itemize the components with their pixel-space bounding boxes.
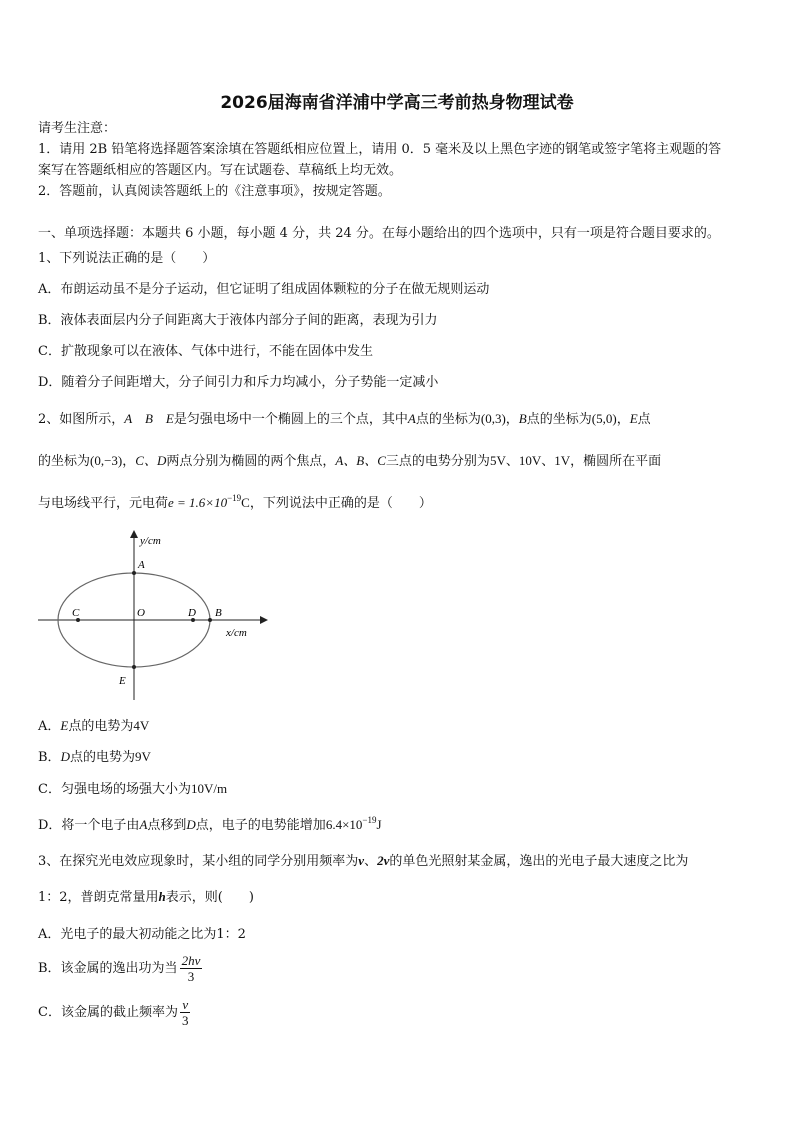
point-a-label: A (138, 559, 145, 571)
page-title: 2026届海南省洋浦中学高三考前热身物理试卷 (220, 93, 574, 113)
notice-item-1-cont: 案写在答题纸相应的答题区内。写在试题卷、草稿纸上均无效。 (38, 163, 403, 178)
x-axis-label: x/cm (226, 627, 247, 639)
q3-option-b: B．该金属的逸出功为当 $\frac{2hv}{3}$ (38, 953, 201, 984)
q1-option-d: D．随着分子间距增大，分子间引力和斥力均减小，分子势能一定减小 (38, 375, 439, 390)
q2-stem-line2: 的坐标为(0,−3)，C、D两点分别为椭圆的两个焦点，A、B、C三点的电势分别为5V、10V、1V，椭圆所在平面 (38, 453, 662, 469)
point-b-label: B (215, 607, 222, 619)
fraction: $\frac{2hv}{3}$ (181, 953, 201, 984)
q2-option-d: D．将一个电子由A点移到D点，电子的电势能增加$6.4\times 10^{-19}J$ (38, 815, 382, 833)
q1-option-b: B．液体表面层内分子间距离大于液体内部分子间的距离，表现为引力 (38, 313, 438, 328)
q3-option-c: C．该金属的截止频率为 $\frac{v}{3}$ (38, 997, 189, 1028)
notice-item-1: 1．请用 2B 铅笔将选择题答案涂填在答题纸相应位置上，请用 0．5 毫米及以上黑色字迹的钢笔或签字笔将主观题的答 (38, 142, 722, 157)
q3-option-a: A．光电子的最大初动能之比为1：2 (38, 927, 246, 942)
q1-option-a: A．布朗运动虽不是分子运动，但它证明了组成固体颗粒的分子在做无规则运动 (38, 282, 490, 297)
section-heading: 一、单项选择题：本题共 6 小题，每小题 4 分，共 24 分。在每小题给出的四个选项中，只有一项是符合题目要求的。 (38, 226, 720, 241)
q2-stem-line1: 2、如图所示，A B E是匀强电场中一个椭圆上的三个点，其中A点的坐标为(0,3)，B点的坐标为(5,0)，E点 (38, 411, 651, 427)
point-c-label: C (72, 607, 80, 619)
q2-stem-line3: 与电场线平行，元电荷$e = 1.6\times 10^{-19}C$，下列说法中正确的是（ ） (38, 493, 432, 511)
notice-heading: 请考生注意： (38, 121, 117, 136)
q3-stem-line1: 3、在探究光电效应现象时，某小组的同学分别用频率为v、2v的单色光照射某金属，逸出的光电子最大速度之比为 (38, 853, 689, 869)
q2-option-c: C．匀强电场的场强大小为10V/m (38, 781, 228, 797)
q1-stem: 1、下列说法正确的是（ ） (38, 251, 216, 266)
point-d-label: D (188, 607, 196, 619)
notice-item-2: 2．答题前，认真阅读答题纸上的《注意事项》，按规定答题。 (38, 184, 391, 199)
ellipse-field-diagram (38, 530, 268, 700)
origin-label: O (137, 607, 145, 619)
q1-option-c: C．扩散现象可以在液体、气体中进行，不能在固体中发生 (38, 344, 373, 359)
q3-stem-line2: 1：2，普朗克常量用h表示，则( ) (38, 889, 254, 905)
q2-option-a: A．E点的电势为4V (38, 718, 150, 734)
fraction: $\frac{v}{3}$ (181, 997, 189, 1028)
q2-option-b: B．D点的电势为9V (38, 749, 151, 765)
point-e-label: E (119, 675, 126, 687)
y-axis-label: y/cm (140, 535, 161, 547)
